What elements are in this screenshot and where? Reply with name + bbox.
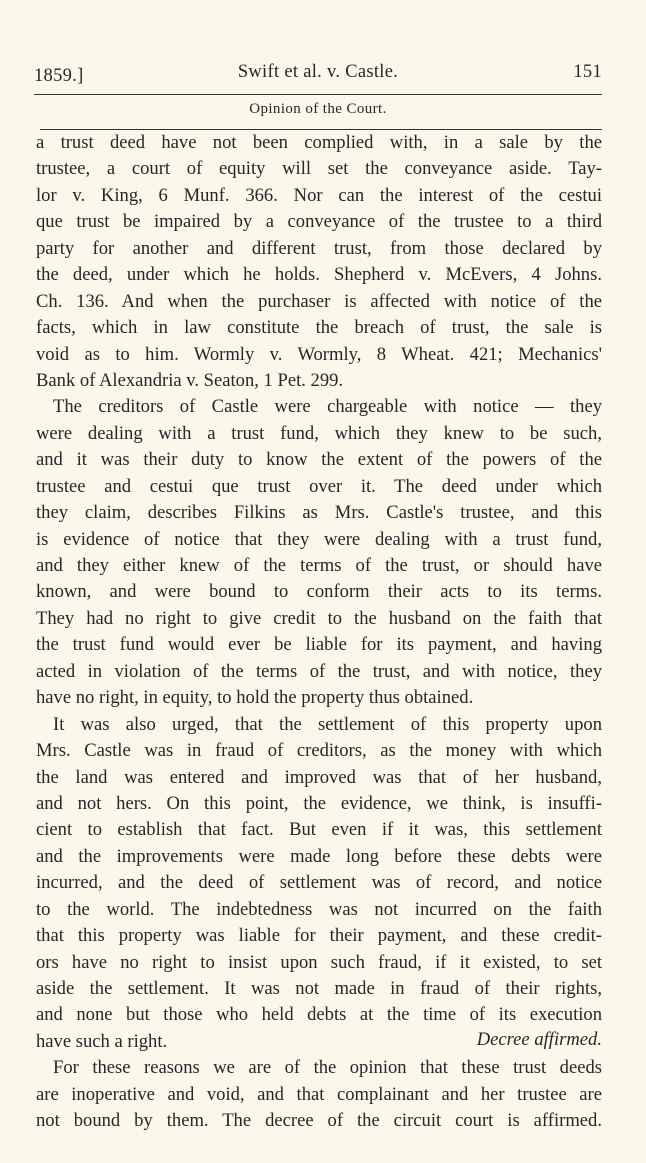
text-line: trustee, a court of equity will set the conveyance aside. Tay- <box>36 158 602 180</box>
text-line: they claim, describes Filkins as Mrs. Castle's trustee, and this <box>36 502 602 524</box>
text-line: the deed, under which he holds. Shepherd v. McEvers, 4 Johns. <box>36 264 602 286</box>
text-line: the trust fund would ever be liable for its payment, and having <box>36 634 602 656</box>
text-line: trustee and cestui que trust over it. The deed under which <box>36 475 602 497</box>
text-line: acted in violation of the terms of the trust, and with notice, they <box>36 660 602 682</box>
text-line: and they either knew of the terms of the trust, or should have <box>36 555 602 576</box>
decree-signoff: Decree affirmed. <box>476 1029 602 1050</box>
text-line: that this property was liable for their payment, and these credit- <box>36 925 602 947</box>
text-line: have no right, in equity, to hold the property thus obtained. <box>36 687 474 709</box>
text-line: is evidence of notice that they were dealing with a trust fund, <box>36 528 602 550</box>
opinion-text <box>36 130 602 1135</box>
text-line: aside the settlement. It was not made in fraud of their rights, <box>36 978 602 999</box>
text-line: and the improvements were made long before these debts were <box>36 845 602 867</box>
text-line: lor v. King, 6 Munf. 366. Nor can the interest of the cestui <box>36 184 602 206</box>
text-line: known, and were bound to conform their acts to its terms. <box>36 581 602 603</box>
text-line: incurred, and the deed of settlement was of record, and notice <box>36 872 602 894</box>
header-year: 1859.] <box>34 66 84 86</box>
running-header <box>34 62 602 88</box>
text-line: Ch. 136. And when the purchaser is affected with notice of the <box>36 290 602 312</box>
header-page-number: 151 <box>573 62 602 82</box>
text-line: have such a right. <box>36 1030 168 1052</box>
text-line: the land was entered and improved was that of her husband, <box>36 766 602 788</box>
text-line: cient to establish that fact. But even if it was, this settlement <box>36 819 602 841</box>
text-line: were dealing with a trust fund, which they knew to be such, <box>36 422 602 444</box>
text-line: are inoperative and void, and that complainant and her trustee are <box>36 1083 602 1105</box>
text-line: ors have no right to insist upon such fraud, if it existed, to set <box>36 951 602 973</box>
text-line: and it was their duty to know the extent of the powers of the <box>36 449 602 471</box>
text-line: not bound by them. The decree of the circuit court is affirmed. <box>36 1110 602 1132</box>
text-line: Bank of Alexandria v. Seaton, 1 Pet. 299. <box>36 369 344 391</box>
text-line: It was also urged, that the settlement of this property upon <box>53 713 602 735</box>
text-line: and none but those who held debts at the time of its execution <box>36 1004 602 1026</box>
text-line: The creditors of Castle were chargeable with notice — they <box>53 396 602 418</box>
text-line: to the world. The indebtedness was not incurred on the faith <box>36 898 602 920</box>
header-case-title: Swift et al. v. Castle. <box>237 62 399 82</box>
header-rule <box>34 94 602 95</box>
text-line: Mrs. Castle was in fraud of creditors, as the money with which <box>36 740 602 762</box>
text-line: party for another and different trust, from those declared by <box>36 237 602 259</box>
text-line: a trust deed have not been complied with, in a sale by the <box>36 132 602 153</box>
text-line: void as to him. Wormly v. Wormly, 8 Wheat. 421; Mechanics' <box>36 343 602 365</box>
text-line: They had no right to give credit to the husband on the faith that <box>36 607 602 629</box>
text-line: and not hers. On this point, the evidence, we think, is insuffi- <box>36 792 602 814</box>
text-line: facts, which in law constitute the breach of trust, the sale is <box>36 317 602 339</box>
text-line: que trust be impaired by a conveyance of the trustee to a third <box>36 211 602 233</box>
section-subheading: Opinion of the Court. <box>249 101 387 117</box>
text-line: For these reasons we are of the opinion that these trust deeds <box>53 1057 602 1079</box>
